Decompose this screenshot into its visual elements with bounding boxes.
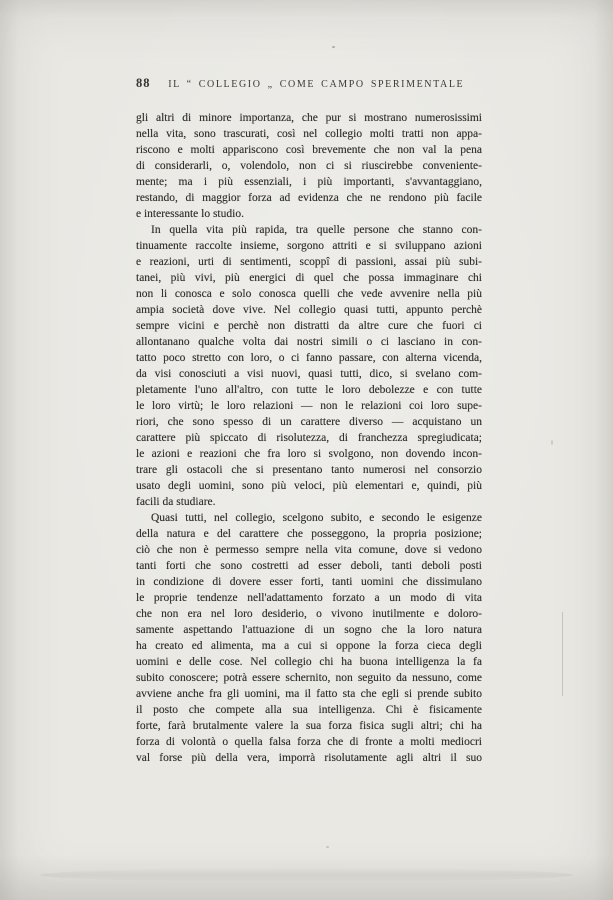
text-line: in condizione di dovere esser forti, tanti uomini che dissimulano [136,576,482,588]
text-line: usato degli uomini, sono più veloci, più elementari e, quindi, più [136,480,482,492]
text-line: il posto che compete alla sua intelligenza. Chi è fisicamente [136,704,482,716]
text-line: le azioni e reazioni che fra loro si svolgono, non dovendo incon- [136,448,482,460]
text-line: e reazioni, urti di sentimenti, scoppî di passioni, assai più subi- [136,256,482,268]
paragraph [136,510,482,766]
text-line: tanti forti che sono costretti ad esser deboli, tanti deboli posti [136,560,482,572]
page-number: 88 [136,76,151,90]
text-line: carattere più spiccato di risolutezza, di franchezza spregiudicata; [136,432,482,444]
text-line: restando, di maggior forza ad evidenza che ne rendono più facile [136,192,482,204]
scan-speck [332,46,335,48]
text-line: samente aspettando l'attuazione di un sogno che la loro natura [136,624,482,636]
text-line: le loro virtù; le loro relazioni — non le relazioni coi loro supe- [136,400,482,412]
text-line: riori, che sono spesso di un carattere diverso — acquistano un [136,416,482,428]
text-line: allontanano qualche volta dai nostri simili o ci lasciano in con- [136,336,482,348]
text-line: che non era nel loro desiderio, o vivono inutilmente e doloro- [136,608,482,620]
paragraph [136,222,482,510]
scan-speck [326,846,329,848]
text-line: nella vita, sono trascurati, così nel collegio molti tratti non appa- [136,128,482,140]
page-header [136,76,482,91]
text-line: trare gli ostacoli che si presentano tanto numerosi nel consorzio [136,464,482,476]
text-line: tinuamente raccolte insieme, sorgono attriti e si sviluppano azioni [136,240,482,252]
text-block [136,110,482,766]
text-line: e interessante lo studio. [136,208,244,220]
text-line: val forse più della vera, imporrà risolutamente agli altri il suo [136,752,482,764]
text-line: mente; ma i più essenziali, i più importanti, s'avvantaggiano, [136,176,482,188]
text-line: tanei, più vivi, più energici di quel che possa immaginare chi [136,272,482,284]
text-line: di considerarli, o, volendolo, non ci si riuscirebbe conveniente- [136,160,482,172]
text-line: uomini e delle cose. Nel collegio chi ha buona intelligenza la fa [136,656,482,668]
text-line: In quella vita più rapida, tra quelle persone che stanno con- [151,224,482,236]
text-line: da visi conosciuti a visi nuovi, quasi tutti, dico, si svelano com- [136,368,482,380]
text-line: subito conoscere; potrà essere schernito, non seguito da nessuno, come [136,672,482,684]
text-line: pletamente l'uno all'altro, con tutte le loro debolezze e con tutte [136,384,482,396]
text-line: riscono e molti appariscono così brevemente che non val la pena [136,144,482,156]
text-line: ha creato ed alimenta, ma a cui si oppone la forza cieca degli [136,640,482,652]
text-line: le proprie tendenze nell'adattamento forzato a un modo di vita [136,592,482,604]
paragraph [136,110,482,222]
scan-edge-line [562,612,563,696]
text-line: facili da studiare. [136,496,216,508]
text-line: gli altri di minore importanza, che pur si mostrano numerosissimi [136,112,482,124]
scan-speck [551,440,553,445]
text-line: avviene anche fra gli uomini, ma il fatto sta che egli si prende subito [136,688,482,700]
text-line: forte, farà brutalmente valere la sua forza fisica sugli altri; chi ha [136,720,482,732]
text-line: ciò che non è permesso sempre nella vita comune, dove si vedono [136,544,482,556]
running-title: IL “ COLLEGIO „ COME CAMPO SPERIMENTALE [168,79,465,90]
text-line: ampia società dove vive. Nel collegio quasi tutti, appunto perchè [136,304,482,316]
text-line: tatto poco stretto con loro, o ci fanno passare, con alterna vicenda, [136,352,482,364]
text-line: sempre vicini e perchè non distratti da altre cure che fuori ci [136,320,482,332]
text-line: della natura e del carattere che posseggono, la propria posizione; [136,528,482,540]
text-line: non li conosca e solo conosca quelli che vede avvenire nella più [136,288,482,300]
text-line: Quasi tutti, nel collegio, scelgono subito, e secondo le esigenze [151,512,482,524]
scan-shadow [40,868,573,882]
text-line: forza di volontà o quella falsa forza che di fronte a molti mediocri [136,736,482,748]
